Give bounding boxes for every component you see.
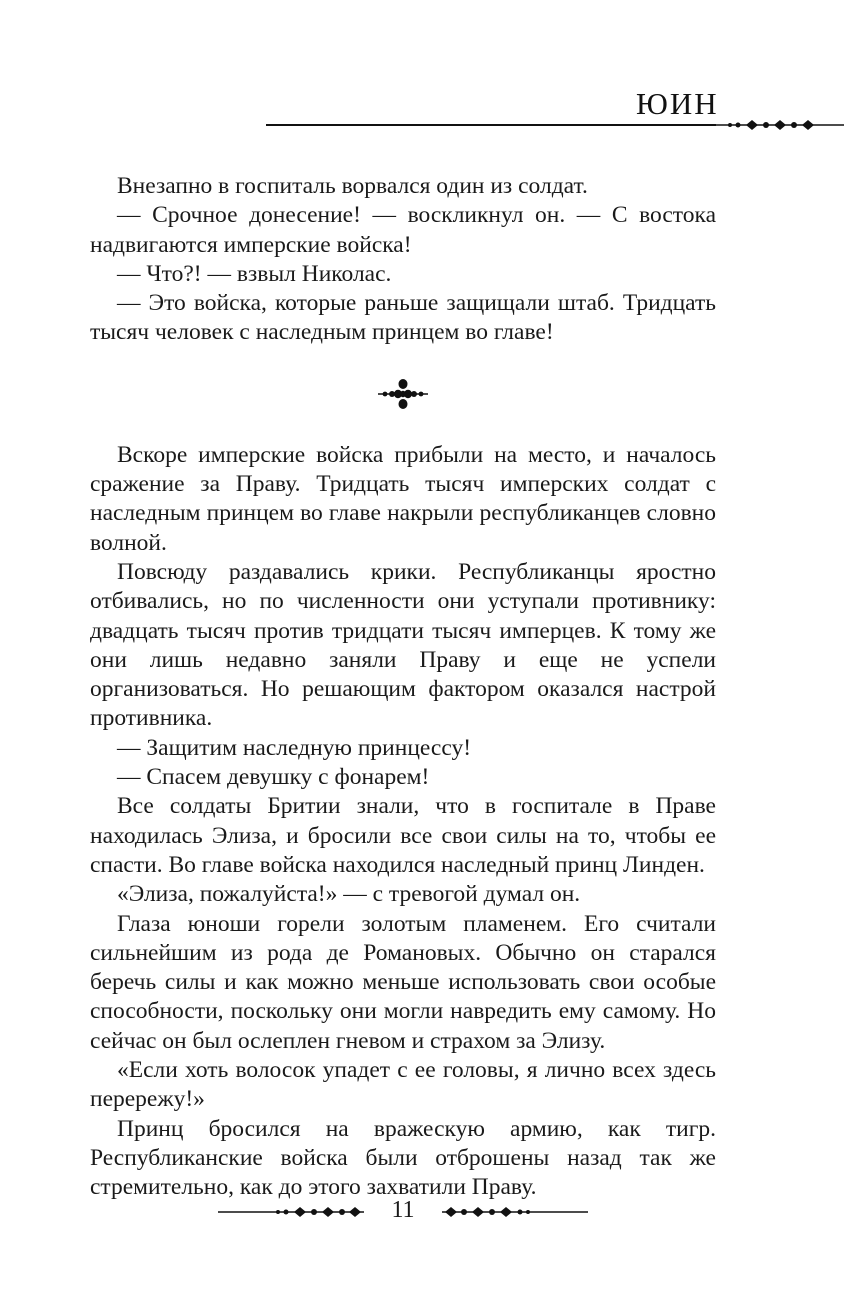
footer-ornament-left-icon — [218, 1204, 364, 1220]
section-separator — [90, 361, 716, 427]
paragraph: Вскоре имперские войска прибыли на место, и началось сражение за Праву. Тридцать тысяч имперских солдат с наследным принцем во главе накрыли республиканцев словно волной. — [90, 441, 716, 556]
paragraph: «Если хоть волосок упадет с ее головы, я лично всех здесь перережу!» — [90, 1057, 716, 1113]
paragraph: — Что?! — взвыл Николас. — [117, 260, 392, 287]
page-footer — [0, 1192, 844, 1232]
paragraph: — Спасем девушку с фонарем! — [117, 764, 430, 791]
body-text — [90, 172, 716, 1203]
header-ornament-icon — [716, 116, 844, 134]
page-number: 11 — [391, 1197, 415, 1223]
fleuron-icon — [377, 377, 429, 411]
paragraph: — Это войска, которые раньше защищали штаб. Тридцать тысяч человек с наследным принцем во главе! — [90, 290, 716, 346]
footer-ornament-right-icon — [442, 1204, 588, 1220]
paragraph: — Защитим наследную принцессу! — [117, 734, 472, 761]
paragraph: Внезапно в госпиталь ворвался один из солдат. — [117, 173, 588, 199]
paragraph: «Элиза, пожалуйста!» — с тревогой думал он. — [117, 881, 581, 908]
paragraph: — Срочное донесение! — воскликнул он. — С востока надвигаются имперские войска! — [90, 202, 716, 258]
paragraph: Глаза юноши горели золотым пламенем. Его считали сильнейшим из рода де Романовых. Обычно он старался беречь силы и как можно меньше использовать свои особые способности, поскольку они могли навредить ему самому. Но сейчас он был ослеплен гневом и страхом за Элизу. — [90, 910, 716, 1054]
header-rule — [266, 124, 716, 126]
running-header-author: ЮИН — [636, 86, 719, 121]
running-header — [0, 0, 844, 140]
paragraph: Повсюду раздавались крики. Республиканцы яростно отбивались, но по численности они уступали противнику: двадцать тысяч против тридцати тысяч имперцев. К тому же они лишь недавно заняли Праву и еще не успели организоваться. Но решающим фактором оказался настрой противника. — [90, 558, 716, 732]
paragraph: Принц бросился на вражескую армию, как тигр. Республиканские войска были отброшены назад так же стремительно, как до этого захватили Праву. — [90, 1115, 716, 1201]
paragraph: Все солдаты Бритии знали, что в госпитале в Праве находилась Элиза, и бросили все свои силы на то, чтобы ее спасти. Во главе войска находился наследный принц Линден. — [90, 793, 716, 878]
